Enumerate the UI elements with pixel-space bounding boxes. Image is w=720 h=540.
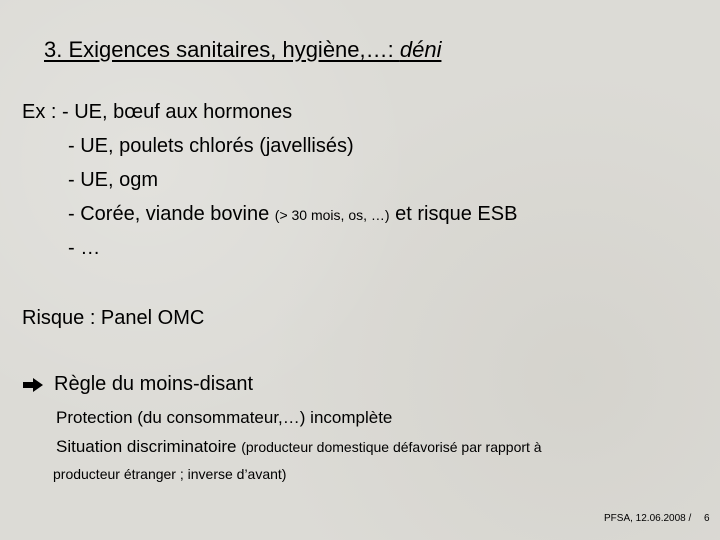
example-item: - UE, ogm xyxy=(68,169,159,191)
title-main: 3. Exigences sanitaires, hygiène,…: xyxy=(44,37,400,62)
example-item: - UE, bœuf aux hormones xyxy=(62,101,293,123)
conclusion-text: Règle du moins-disant xyxy=(54,373,253,395)
example-line-1 xyxy=(22,101,292,124)
situation-note: (producteur domestique défavorisé par rapport à xyxy=(241,439,542,455)
risk-line: Risque : Panel OMC xyxy=(22,307,205,329)
example-item: - … xyxy=(68,237,101,259)
example-label: Ex : xyxy=(22,101,63,123)
example-note: (> 30 mois, os, …) xyxy=(274,207,390,223)
situation-note-continued: producteur étranger ; inverse d’avant) xyxy=(53,466,287,482)
slide-title xyxy=(44,37,441,63)
conclusion-line xyxy=(22,373,253,396)
situation-line xyxy=(56,437,542,457)
page-number: 6 xyxy=(704,513,710,524)
protection-line: Protection (du consommateur,…) incomplète xyxy=(56,408,393,427)
example-item: - UE, poulets chlorés (javellisés) xyxy=(68,135,354,157)
situation-text: Situation discriminatoire xyxy=(56,437,237,456)
example-tail: et risque ESB xyxy=(395,203,518,225)
title-emphasis: déni xyxy=(399,37,442,62)
example-item: - Corée, viande bovine xyxy=(68,203,270,225)
right-arrow-icon xyxy=(22,377,44,393)
footer-text: PFSA, 12.06.2008 / xyxy=(604,513,692,524)
example-line-4 xyxy=(68,203,517,226)
